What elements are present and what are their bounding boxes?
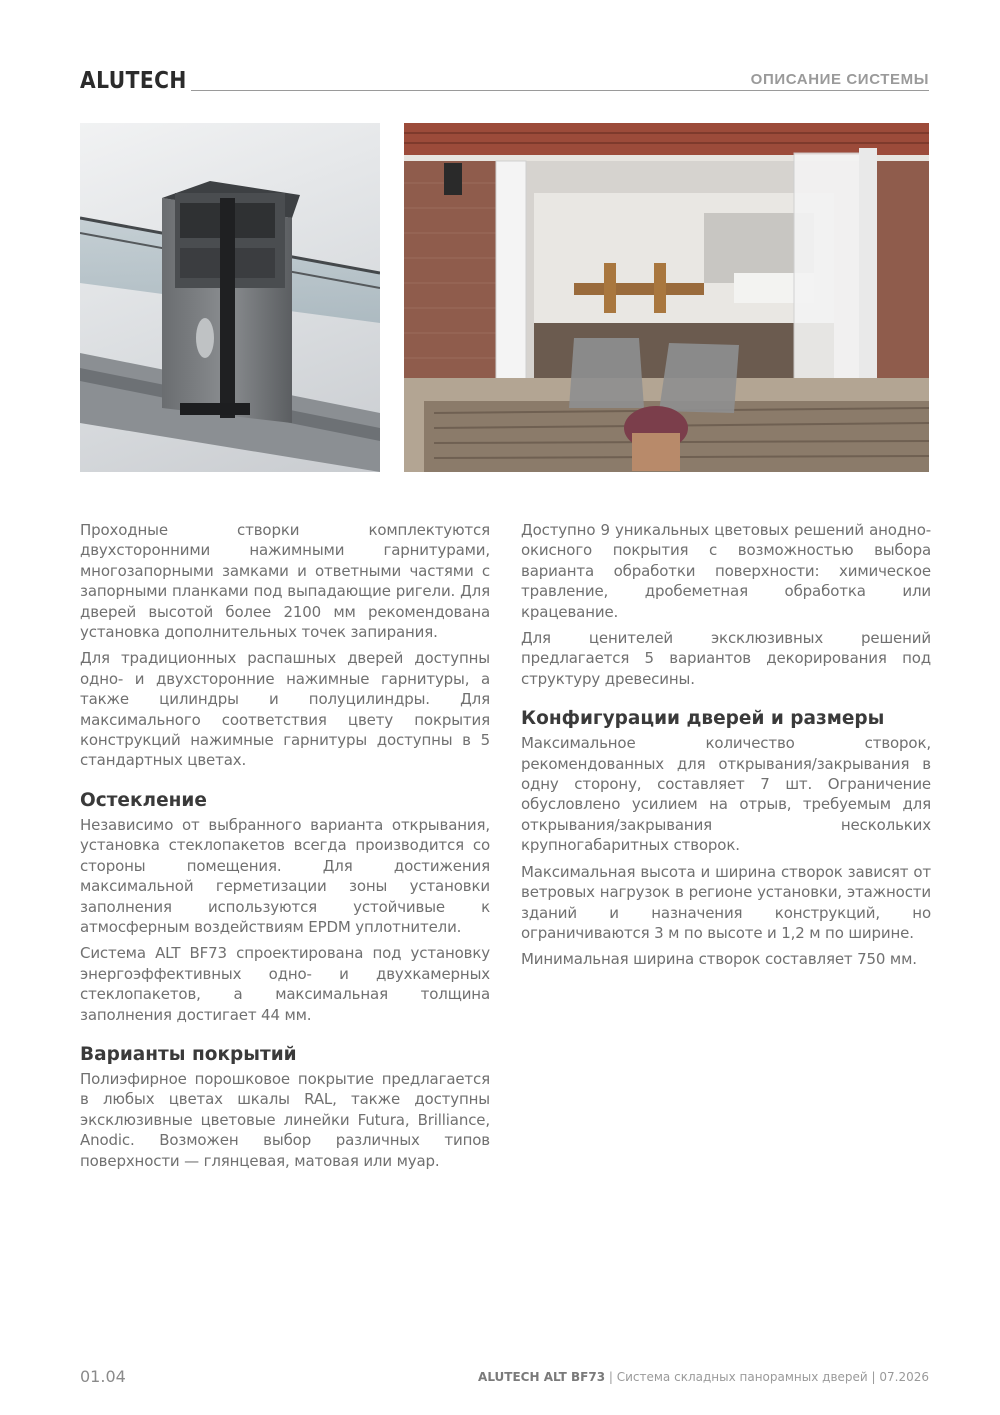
configuration-heading: Конфигурации дверей и размеры: [521, 708, 885, 730]
max-size-paragraph: Максимальная высота и ширина створок зависят от ветровых нагрузок в регионе установки, этажности зданий и назначения конструкций, но ограничиваются 3 м по высоте и 1,2 м по ширине.: [521, 862, 931, 942]
section-title: ОПИСАНИЕ СИСТЕМЫ: [750, 71, 929, 88]
footer-info: [478, 1370, 929, 1384]
anodic-paragraph: Доступно 9 уникальных цветовых решений анодно-окисного покрытия с возможностью выбора варианта обработки поверхности: химическое травление, дробеметная обработка или крацевание.: [521, 521, 931, 621]
house-illustration: [404, 123, 929, 472]
page-number: 01.04: [80, 1367, 126, 1386]
coatings-heading: Варианты покрытий: [80, 1043, 297, 1065]
left-text-column: [80, 520, 490, 1177]
footer-product: ALUTECH ALT BF73: [478, 1370, 606, 1384]
glazing-heading: Остекление: [80, 789, 207, 811]
alutech-logo: ALUTECH: [80, 68, 187, 94]
header-divider: [191, 90, 929, 91]
wood-decor-paragraph: Для ценителей эксклюзивных решений предлагается 5 вариантов декорирования под структуру древесины.: [521, 629, 931, 688]
min-width-paragraph: Минимальная ширина створок составляет 750 мм.: [521, 950, 917, 969]
profile-illustration: [80, 123, 380, 472]
glazing-paragraph: Независимо от выбранного варианта открывания, установка стеклопакетов всегда производится со стороны помещения. Для достижения максимальной герметизации зоны установки заполнения используются устойчивые к атмосферным воздействиям EPDM уплотнители.: [80, 815, 490, 936]
page-header: [80, 66, 929, 96]
right-text-column: [521, 520, 931, 976]
powder-coating-paragraph: Полиэфирное порошковое покрытие предлагается в любых цветах шкалы RAL, также доступны эксклюзивные цветовые линейки Futura, Brilliance, Anodic. Возможен выбор различных типов поверхности — глянцевая, матовая или муар.: [80, 1069, 490, 1170]
bifold-door-photo: [404, 123, 929, 472]
swing-doors-paragraph: Для традиционных распашных дверей доступны одно- и двухсторонние нажимные гарнитуры, а также цилиндры и полуцилиндры. Для максимального соответствия цвету покрытия конструкций нажимные гарнитуры доступны в 5 стандартных цветах.: [80, 649, 490, 770]
glass-units-paragraph: Система ALT BF73 спроектирована под установку энергоэффективных одно- и двухкамерных стеклопакетов, а максимальная толщина заполнения достигает 44 мм.: [80, 944, 490, 1024]
max-sashes-paragraph: Максимальное количество створок, рекомендованных для открывания/закрывания в одну сторону, составляет 7 шт. Ограничение обусловлено усилием на отрыв, требуемым для открывания/закрывания нескольких крупногабаритных створок.: [521, 734, 931, 855]
footer-description: | Система складных панорамных дверей | 07.2026: [608, 1370, 929, 1384]
profile-section-image: [80, 123, 380, 472]
handles-paragraph: Проходные створки комплектуются двухсторонними нажимными гарнитурами, многозапорными замками и ответными частями с запорными планками под выпадающие ригели. Для дверей высотой более 2100 мм рекомендована установка дополнительных точек запирания.: [80, 521, 490, 642]
